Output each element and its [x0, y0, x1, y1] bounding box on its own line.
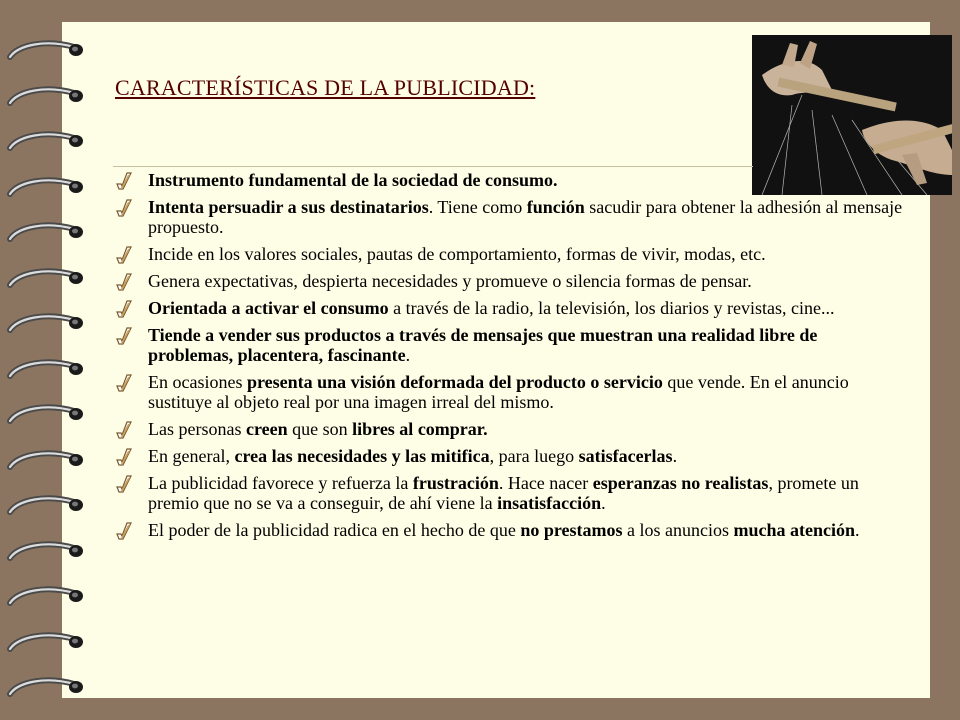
- body-text: En ocasiones: [148, 372, 247, 392]
- list-item: [116, 244, 906, 264]
- body-text: , promete un premio que no se va a conseguir, de ahí viene la: [148, 473, 859, 513]
- body-text: La publicidad favorece y refuerza la: [148, 473, 413, 493]
- checkmark-bullet-icon: [116, 300, 132, 318]
- checkmark-bullet-icon: [116, 475, 132, 493]
- bold-text: frustración: [412, 473, 499, 493]
- body-text: .: [405, 345, 411, 365]
- bold-text: Instrumento fundamental de la sociedad de consumo.: [148, 170, 558, 190]
- bold-text: creen: [245, 419, 288, 439]
- bold-text: insatisfacción: [497, 493, 602, 513]
- list-item: [116, 446, 906, 466]
- bold-text: función: [526, 197, 585, 217]
- spiral-ring-icon: [6, 445, 86, 475]
- body-text: .: [601, 493, 606, 513]
- checkmark-bullet-icon: [116, 246, 132, 264]
- bold-text: Orientada a activar el consumo: [148, 298, 389, 318]
- body-text: a través de la radio, la televisión, los diarios y revistas, cine...: [388, 298, 835, 318]
- checkmark-bullet-icon: [116, 199, 132, 217]
- bold-text: no prestamos: [520, 520, 623, 540]
- list-item: [116, 197, 906, 237]
- spiral-ring-icon: [6, 172, 86, 202]
- spiral-ring-icon: [6, 581, 86, 611]
- body-text: . Hace nacer: [498, 473, 593, 493]
- body-text: que vende. En el anuncio sustituye al objeto real por una imagen irreal del mismo.: [148, 372, 849, 412]
- checkmark-bullet-icon: [116, 522, 132, 540]
- body-text: a los anuncios: [622, 520, 734, 540]
- spiral-ring-icon: [6, 263, 86, 293]
- body-text: .: [672, 446, 678, 466]
- checkmark-bullet-icon: [116, 374, 132, 392]
- body-text: que son: [287, 419, 353, 439]
- body-text: Incide en los valores sociales, pautas de comportamiento, formas de vivir, modas, etc.: [148, 244, 766, 264]
- spiral-ring-icon: [6, 217, 86, 247]
- bold-text: esperanzas no realistas: [592, 473, 769, 493]
- checkmark-bullet-icon: [116, 421, 132, 439]
- spiral-ring-icon: [6, 354, 86, 384]
- list-item: [116, 520, 906, 540]
- checkmark-bullet-icon: [116, 327, 132, 345]
- body-text: .: [855, 520, 860, 540]
- body-text: El poder de la publicidad radica en el hecho de que: [148, 520, 521, 540]
- body-text: . Tiene como: [428, 197, 527, 217]
- spiral-ring-icon: [6, 672, 86, 702]
- bold-text: Tiende a vender sus productos a través de mensajes que muestran una realidad libre de problemas, placentera, fascinante: [148, 325, 818, 365]
- list-item: [116, 298, 906, 318]
- spiral-ring-icon: [6, 536, 86, 566]
- title-divider: [113, 166, 753, 167]
- body-text: , para luego: [489, 446, 579, 466]
- bold-text: mucha atención: [733, 520, 856, 540]
- list-item: [116, 325, 906, 365]
- checkmark-bullet-icon: [116, 172, 132, 190]
- list-item: [116, 419, 906, 439]
- list-item: [116, 372, 906, 412]
- spiral-ring-icon: [6, 308, 86, 338]
- spiral-ring-icon: [6, 399, 86, 429]
- bold-text: satisfacerlas: [578, 446, 673, 466]
- checkmark-bullet-icon: [116, 448, 132, 466]
- body-text: Las personas: [148, 419, 246, 439]
- list-item: [116, 271, 906, 291]
- body-text: Genera expectativas, despierta necesidades y promueve o silencia formas de pensar.: [148, 271, 752, 291]
- body-text: sacudir para obtener la adhesión al mensaje propuesto.: [148, 197, 903, 237]
- spiral-ring-icon: [6, 627, 86, 657]
- checkmark-bullet-icon: [116, 273, 132, 291]
- bold-text: Intenta persuadir a sus destinatarios: [148, 197, 429, 217]
- spiral-ring-icon: [6, 126, 86, 156]
- slide-title: CARACTERÍSTICAS DE LA PUBLICIDAD:: [115, 75, 536, 100]
- list-item: [116, 170, 906, 190]
- list-item: [116, 473, 906, 513]
- spiral-ring-icon: [6, 35, 86, 65]
- bold-text: presenta una visión deformada del producto o servicio: [246, 372, 663, 392]
- body-text: En general,: [148, 446, 235, 466]
- spiral-ring-icon: [6, 81, 86, 111]
- bold-text: libres al comprar.: [352, 419, 488, 439]
- characteristics-list: [116, 170, 906, 547]
- spiral-ring-icon: [6, 490, 86, 520]
- bold-text: crea las necesidades y las mitifica: [234, 446, 490, 466]
